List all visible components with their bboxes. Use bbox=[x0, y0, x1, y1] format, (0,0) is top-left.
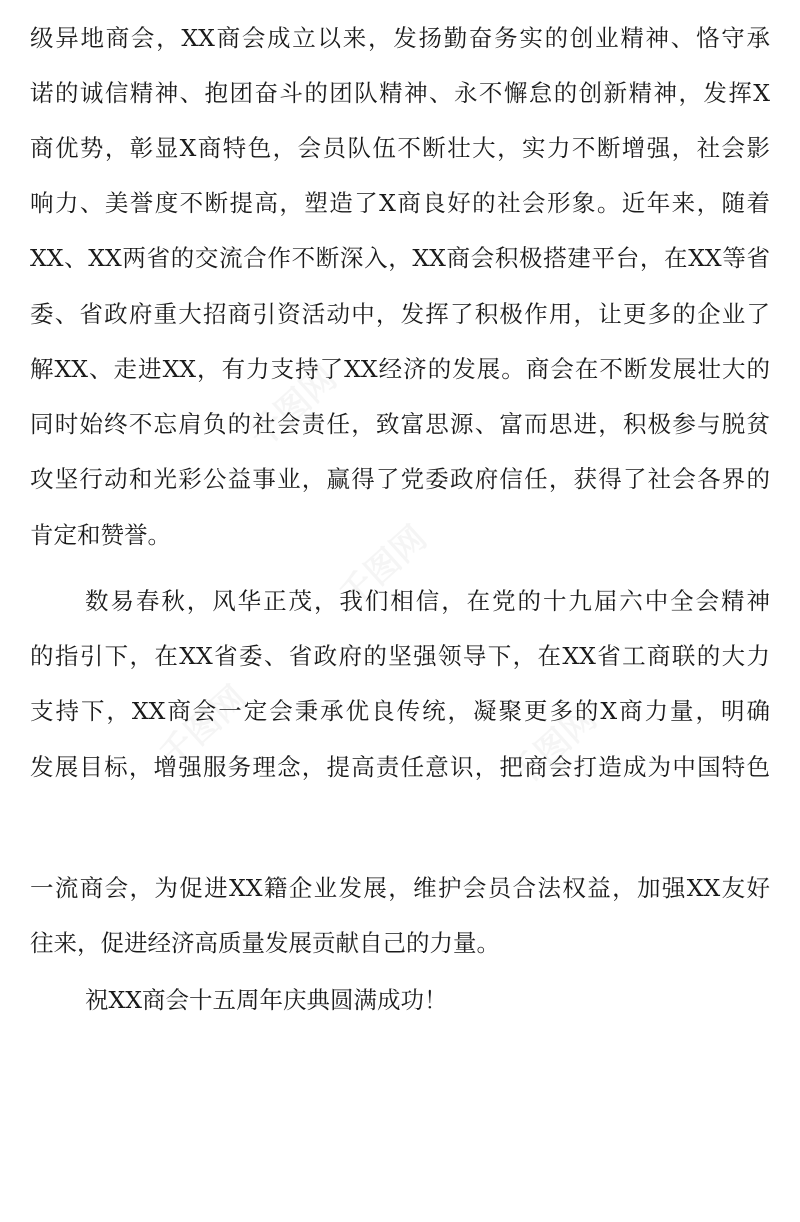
body-text-line: 委、省政府重大招商引资活动中，发挥了积极作用，让更多的企业了 bbox=[30, 300, 770, 328]
body-text-line: XX、XX两省的交流合作不断深入，XX商会积极搭建平台，在XX等省 bbox=[30, 244, 770, 272]
body-text-line: 发展目标，增强服务理念，提高责任意识，把商会打造成为中国特色 bbox=[30, 753, 770, 781]
body-text-line: 的指引下，在XX省委、省政府的坚强领导下，在XX省工商联的大力 bbox=[30, 642, 770, 670]
closing-wish: 祝XX商会十五周年庆典圆满成功！ bbox=[85, 986, 448, 1014]
body-text-line: 诺的诚信精神、抱团奋斗的团队精神、永不懈怠的创新精神，发挥X bbox=[30, 79, 770, 107]
body-text-line: 解XX、走进XX，有力支持了XX经济的发展。商会在不断发展壮大的 bbox=[30, 355, 770, 383]
body-text-line: 级异地商会，XX商会成立以来，发扬勤奋务实的创业精神、恪守承 bbox=[30, 24, 770, 52]
body-text-line: 支持下，XX商会一定会秉承优良传统，凝聚更多的X商力量，明确 bbox=[30, 697, 770, 725]
body-text-line: 响力、美誉度不断提高，塑造了X商良好的社会形象。近年来，随着 bbox=[30, 189, 770, 217]
body-text-line: 攻坚行动和光彩公益事业，赢得了党委政府信任，获得了社会各界的 bbox=[30, 465, 770, 493]
body-text-line: 同时始终不忘肩负的社会责任，致富思源、富而思进，积极参与脱贫 bbox=[30, 410, 770, 438]
paragraph-first-line: 数易春秋，风华正茂，我们相信，在党的十九届六中全会精神 bbox=[85, 587, 770, 615]
body-text-line: 往来，促进经济高质量发展贡献自己的力量。 bbox=[30, 929, 500, 957]
body-text-line: 商优势，彰显X商特色，会员队伍不断壮大，实力不断增强，社会影 bbox=[30, 134, 770, 162]
body-text-line: 一流商会，为促进XX籍企业发展，维护会员合法权益，加强XX友好 bbox=[30, 874, 770, 902]
body-text-line: 肯定和赞誉。 bbox=[30, 521, 171, 549]
